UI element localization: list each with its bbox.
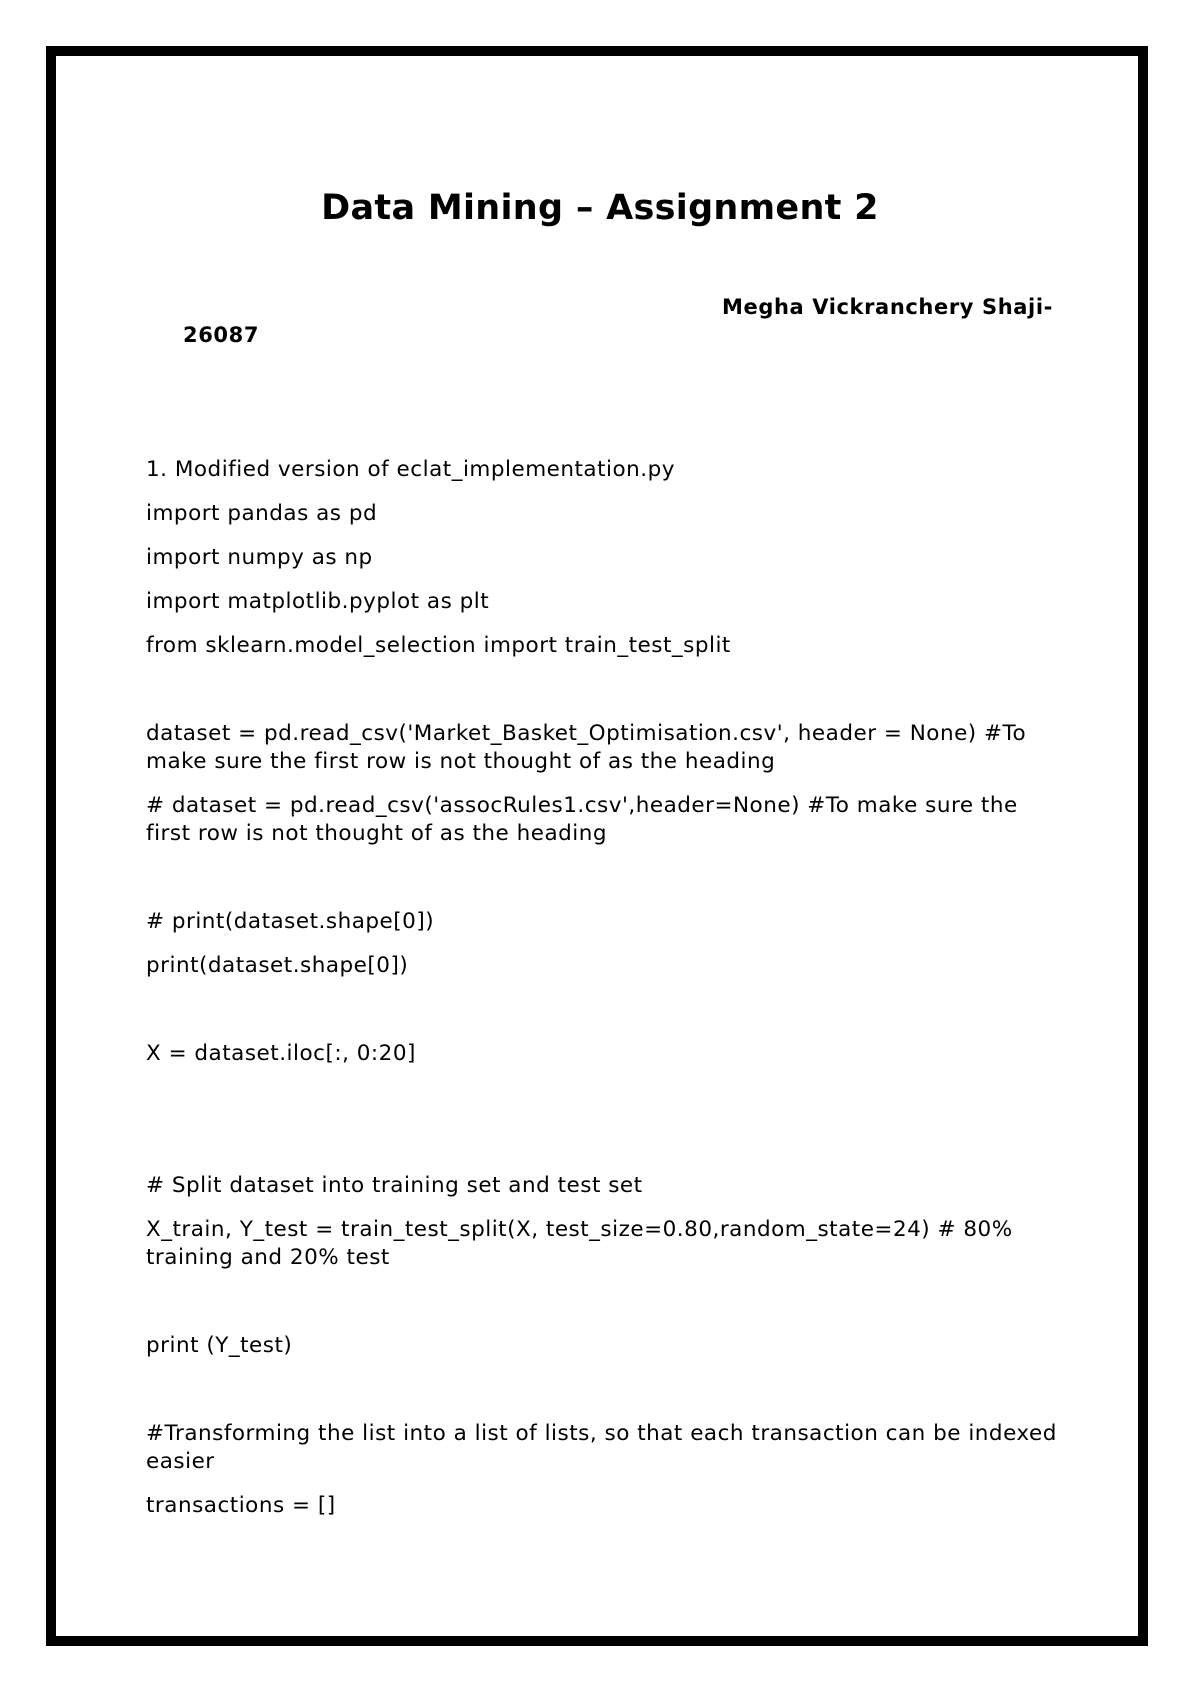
code-line: import pandas as pd (146, 501, 378, 526)
author-name: Megha Vickranchery Shaji- (722, 295, 1053, 319)
code-line: # print(dataset.shape[0]) (146, 909, 435, 934)
author-id: 26087 (183, 323, 260, 347)
code-line: import numpy as np (146, 545, 373, 570)
code-line: print (Y_test) (146, 1333, 293, 1358)
code-line: # dataset = pd.read_csv('assocRules1.csv',header=None) #To make sure the first row is not thought of as the heading (146, 793, 1018, 846)
code-line: # Split dataset into training set and test set (146, 1173, 643, 1198)
code-line: print(dataset.shape[0]) (146, 953, 409, 978)
code-line: from sklearn.model_selection import train_test_split (146, 633, 731, 658)
code-line: X_train, Y_test = train_test_split(X, test_size=0.80,random_state=24) # 80% training and 20% test (146, 1217, 1013, 1270)
code-line: dataset = pd.read_csv('Market_Basket_Optimisation.csv', header = None) #To make sure the first row is not thought of as the heading (146, 721, 1027, 774)
code-line: #Transforming the list into a list of lists, so that each transaction can be indexed easier (146, 1421, 1057, 1474)
code-line: import matplotlib.pyplot as plt (146, 589, 490, 614)
code-line: X = dataset.iloc[:, 0:20] (146, 1041, 416, 1066)
code-line: transactions = [] (146, 1493, 336, 1518)
document-title: Data Mining – Assignment 2 (321, 188, 879, 228)
section-heading: 1. Modified version of eclat_implementation.py (146, 457, 675, 482)
